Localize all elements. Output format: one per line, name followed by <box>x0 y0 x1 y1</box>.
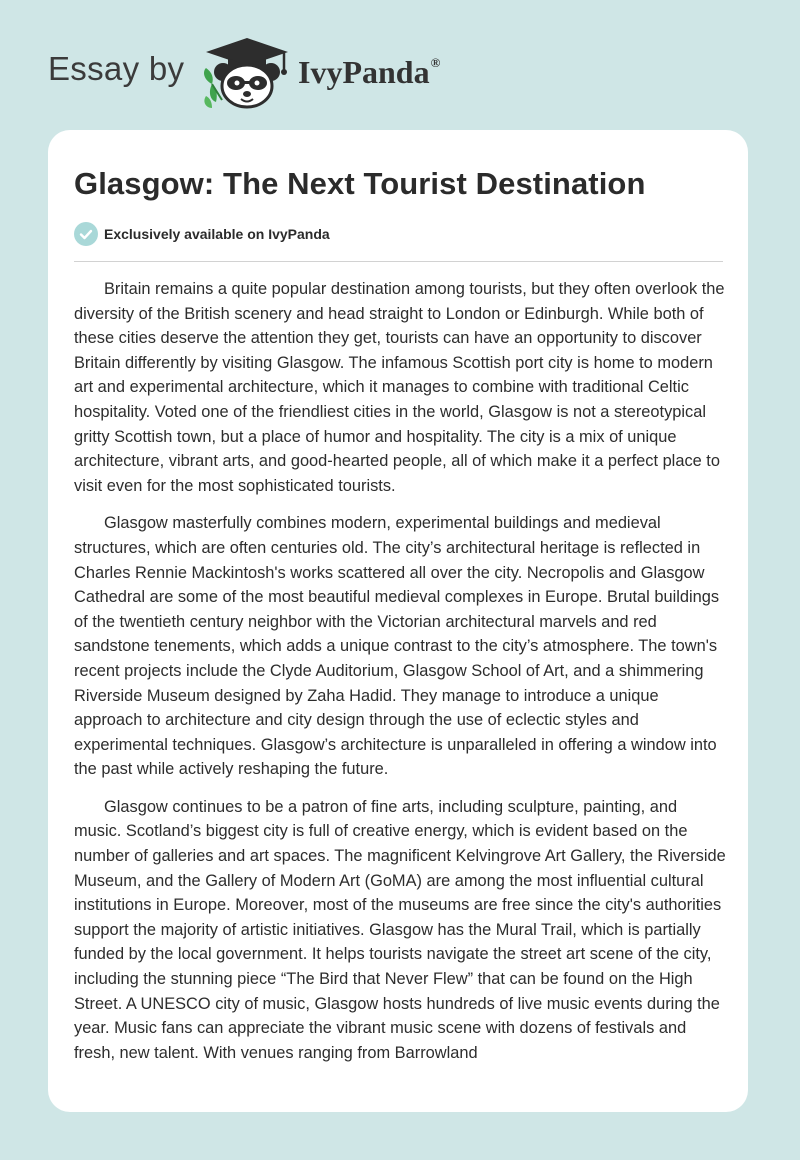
paragraph: Britain remains a quite popular destination among tourists, but they often overlook the diversity of the British scenery and head straight to London or Edinburgh. While both of these cities deserve the attention they get, tourists can have an opportunity to discover Britain differently by visiting Glasgow. The infamous Scottish port city is home to modern art and experimental architecture, which it manages to combine with traditional Celtic hospitality. Voted one of the friendliest cities in the world, Glasgow is not a stereotypical gritty Scottish town, but a place of humor and hospitality. The city is a mix of unique architecture, vibrant arts, and good-hearted people, all of which make it a perfect place to visit even for the most sophisticated tourists. <box>74 280 725 495</box>
divider <box>74 261 723 262</box>
essay-body <box>74 277 726 1078</box>
panda-logo-icon[interactable] <box>198 36 296 110</box>
exclusive-label: Exclusively available on IvyPanda <box>104 226 330 242</box>
exclusive-badge <box>74 222 330 246</box>
brand-name[interactable] <box>298 54 440 91</box>
paragraph: Glasgow continues to be a patron of fine arts, including sculpture, painting, and music. Scotland’s biggest city is full of creative energy, which is evident based on the number of galleries and art spaces. The magnificent Kelvingrove Art Gallery, the Riverside Museum, and the Gallery of Modern Art (GoMA) are among the most influential cultural institutions in Europe. Moreover, most of the museums are free since the city's authorities support the majority of artistic initiatives. Glasgow has the Mural Trail, which is partially funded by the local government. It helps tourists navigate the street art scene of the city, including the stunning piece “The Bird that Never Flew” that can be found on the High Street. A UNESCO city of music, Glasgow hosts hundreds of live music events during the year. Music fans can appreciate the vibrant music scene with dozens of festivals and fresh, new talent. With venues ranging from Barrowland <box>74 797 726 1062</box>
registered-mark: ® <box>430 55 441 71</box>
brand-name-text: IvyPanda <box>298 54 430 90</box>
essay-card <box>48 130 748 1112</box>
paragraph: Glasgow masterfully combines modern, experimental buildings and medieval structures, which are often centuries old. The city’s architectural heritage is reflected in Charles Rennie Mackintosh's works scattered all over the city. Necropolis and Glasgow Cathedral are some of the most beautiful medieval complexes in Europe. Brutal buildings of the twentieth century neighbor with the Victorian architectural marvels and red sandstone tenements, which adds a unique contrast to the city’s atmosphere. The town's recent projects include the Clyde Auditorium, Glasgow School of Art, and a shimmering Riverside Museum designed by Zaha Hadid. They manage to introduce a unique approach to architecture and city design through the use of eclectic styles and experimental techniques. Glasgow’s architecture is unparalleled in offering a window into the past while actively reshaping the future. <box>74 514 720 779</box>
site-header <box>0 0 800 120</box>
page-title: Glasgow: The Next Tourist Destination <box>74 166 646 201</box>
checkmark-badge-icon <box>74 222 98 246</box>
essay-by-label: Essay by <box>48 50 185 87</box>
